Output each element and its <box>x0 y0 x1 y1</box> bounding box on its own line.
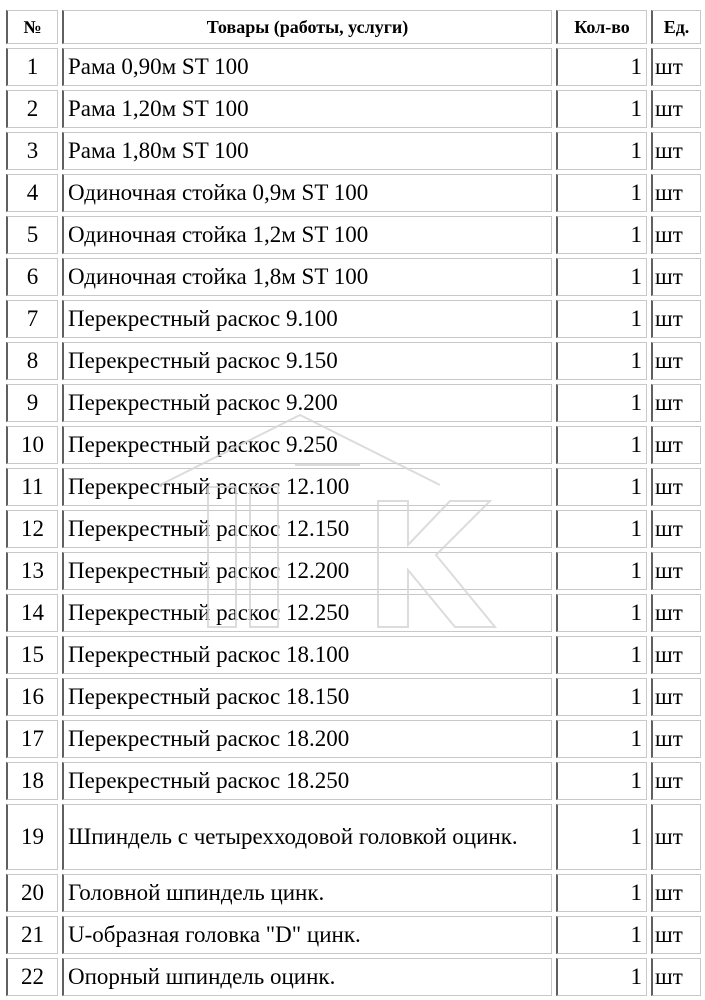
item-quantity: 1 <box>556 636 647 674</box>
item-quantity: 1 <box>556 384 647 422</box>
item-unit: шт <box>651 216 701 254</box>
item-name: Перекрестный раскос 9.150 <box>62 342 552 380</box>
item-quantity: 1 <box>556 258 647 296</box>
item-unit: шт <box>651 468 701 506</box>
table-row <box>6 678 701 716</box>
item-quantity: 1 <box>556 958 647 996</box>
item-name: Перекрестный раскос 18.150 <box>62 678 552 716</box>
item-quantity: 1 <box>556 174 647 212</box>
item-unit: шт <box>651 426 701 464</box>
item-name: Шпиндель с четырехходовой головкой оцинк. <box>62 804 552 870</box>
item-quantity: 1 <box>556 48 647 86</box>
table-row <box>6 958 701 996</box>
item-name: Перекрестный раскос 9.200 <box>62 384 552 422</box>
item-name: U-образная головка "D" цинк. <box>62 916 552 954</box>
item-quantity: 1 <box>556 468 647 506</box>
table-row <box>6 48 701 86</box>
item-unit: шт <box>651 636 701 674</box>
item-name: Перекрестный раскос 18.250 <box>62 762 552 800</box>
row-number: 3 <box>6 132 58 170</box>
item-name: Перекрестный раскос 9.100 <box>62 300 552 338</box>
header-qty: Кол-во <box>556 10 647 44</box>
item-name: Перекрестный раскос 9.250 <box>62 426 552 464</box>
item-quantity: 1 <box>556 762 647 800</box>
item-unit: шт <box>651 48 701 86</box>
table-row <box>6 916 701 954</box>
item-unit: шт <box>651 384 701 422</box>
item-unit: шт <box>651 678 701 716</box>
item-unit: шт <box>651 510 701 548</box>
table-row <box>6 636 701 674</box>
row-number: 21 <box>6 916 58 954</box>
item-unit: шт <box>651 720 701 758</box>
item-name: Перекрестный раскос 12.150 <box>62 510 552 548</box>
item-unit: шт <box>651 132 701 170</box>
table-row <box>6 426 701 464</box>
item-name: Перекрестный раскос 18.100 <box>62 636 552 674</box>
row-number: 1 <box>6 48 58 86</box>
item-quantity: 1 <box>556 594 647 632</box>
header-num: № <box>6 10 58 44</box>
table-row <box>6 216 701 254</box>
row-number: 9 <box>6 384 58 422</box>
item-unit: шт <box>651 804 701 870</box>
item-unit: шт <box>651 552 701 590</box>
row-number: 12 <box>6 510 58 548</box>
row-number: 6 <box>6 258 58 296</box>
item-unit: шт <box>651 874 701 912</box>
table-row <box>6 90 701 128</box>
row-number: 10 <box>6 426 58 464</box>
table-row <box>6 552 701 590</box>
table-row <box>6 342 701 380</box>
row-number: 17 <box>6 720 58 758</box>
item-unit: шт <box>651 90 701 128</box>
item-quantity: 1 <box>556 916 647 954</box>
item-unit: шт <box>651 762 701 800</box>
row-number: 11 <box>6 468 58 506</box>
item-unit: шт <box>651 958 701 996</box>
table-header-row <box>6 10 701 44</box>
row-number: 2 <box>6 90 58 128</box>
item-unit: шт <box>651 258 701 296</box>
item-quantity: 1 <box>556 300 647 338</box>
item-name: Головной шпиндель цинк. <box>62 874 552 912</box>
table-row <box>6 874 701 912</box>
item-quantity: 1 <box>556 804 647 870</box>
item-name: Рама 1,80м ST 100 <box>62 132 552 170</box>
row-number: 15 <box>6 636 58 674</box>
row-number: 19 <box>6 804 58 870</box>
item-name: Перекрестный раскос 18.200 <box>62 720 552 758</box>
row-number: 8 <box>6 342 58 380</box>
item-name: Одиночная стойка 1,2м ST 100 <box>62 216 552 254</box>
item-name: Перекрестный раскос 12.100 <box>62 468 552 506</box>
item-quantity: 1 <box>556 552 647 590</box>
row-number: 16 <box>6 678 58 716</box>
item-quantity: 1 <box>556 132 647 170</box>
item-quantity: 1 <box>556 90 647 128</box>
item-quantity: 1 <box>556 426 647 464</box>
goods-table <box>2 6 705 1000</box>
table-row <box>6 174 701 212</box>
table-row <box>6 762 701 800</box>
row-number: 13 <box>6 552 58 590</box>
table-row <box>6 468 701 506</box>
header-unit: Ед. <box>651 10 701 44</box>
item-name: Опорный шпиндель оцинк. <box>62 958 552 996</box>
table-row <box>6 720 701 758</box>
item-name: Рама 1,20м ST 100 <box>62 90 552 128</box>
item-unit: шт <box>651 594 701 632</box>
item-unit: шт <box>651 916 701 954</box>
row-number: 5 <box>6 216 58 254</box>
item-name: Одиночная стойка 1,8м ST 100 <box>62 258 552 296</box>
table-row <box>6 594 701 632</box>
item-unit: шт <box>651 174 701 212</box>
table-row <box>6 384 701 422</box>
item-quantity: 1 <box>556 678 647 716</box>
item-quantity: 1 <box>556 342 647 380</box>
header-goods: Товары (работы, услуги) <box>62 10 552 44</box>
item-unit: шт <box>651 342 701 380</box>
row-number: 18 <box>6 762 58 800</box>
item-name: Рама 0,90м ST 100 <box>62 48 552 86</box>
table-row <box>6 300 701 338</box>
row-number: 7 <box>6 300 58 338</box>
table-row <box>6 132 701 170</box>
item-quantity: 1 <box>556 720 647 758</box>
row-number: 20 <box>6 874 58 912</box>
item-unit: шт <box>651 300 701 338</box>
table-row <box>6 804 701 870</box>
table-row <box>6 510 701 548</box>
row-number: 4 <box>6 174 58 212</box>
row-number: 14 <box>6 594 58 632</box>
table-row <box>6 258 701 296</box>
item-quantity: 1 <box>556 216 647 254</box>
item-quantity: 1 <box>556 510 647 548</box>
item-quantity: 1 <box>556 874 647 912</box>
item-name: Перекрестный раскос 12.250 <box>62 594 552 632</box>
item-name: Перекрестный раскос 12.200 <box>62 552 552 590</box>
item-name: Одиночная стойка 0,9м ST 100 <box>62 174 552 212</box>
row-number: 22 <box>6 958 58 996</box>
